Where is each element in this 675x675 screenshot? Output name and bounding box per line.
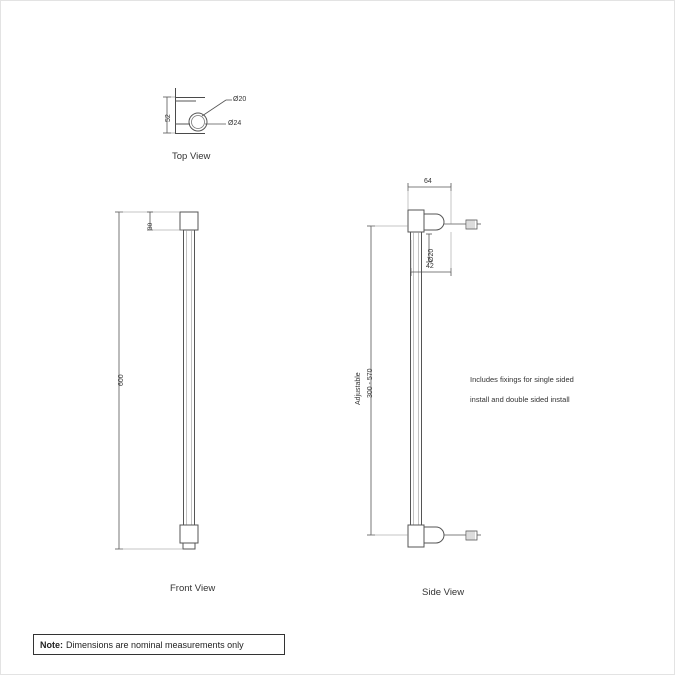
side-view-dim-64: 64 bbox=[424, 178, 432, 185]
note-text: Dimensions are nominal measurements only bbox=[66, 639, 244, 650]
note-box bbox=[33, 634, 285, 655]
top-view-dim-dia24: Ø24 bbox=[228, 120, 242, 127]
fixings-note bbox=[470, 365, 600, 406]
side-view-dim-dia20: Ø20 bbox=[428, 248, 435, 262]
note-prefix: Note: bbox=[40, 639, 63, 650]
top-view-dim-52: 52 bbox=[165, 114, 172, 122]
fixings-note-line-1: Includes fixings for single sided bbox=[470, 375, 574, 385]
fixings-note-line-2: install and double sided install bbox=[470, 395, 570, 405]
side-view-dim-42: 42 bbox=[426, 263, 434, 270]
side-view-dim-adjustable-range: 300 - 570 bbox=[367, 368, 374, 398]
front-view-title: Front View bbox=[170, 583, 216, 594]
side-view-dim-adjustable-label: Adjustable bbox=[355, 372, 362, 405]
top-view-dim-dia20: Ø20 bbox=[233, 96, 247, 103]
top-view-title: Top View bbox=[172, 151, 211, 162]
front-view-dim-30: 30 bbox=[147, 222, 154, 230]
side-view-title: Side View bbox=[422, 587, 465, 598]
front-view-dim-600: 600 bbox=[118, 374, 125, 386]
